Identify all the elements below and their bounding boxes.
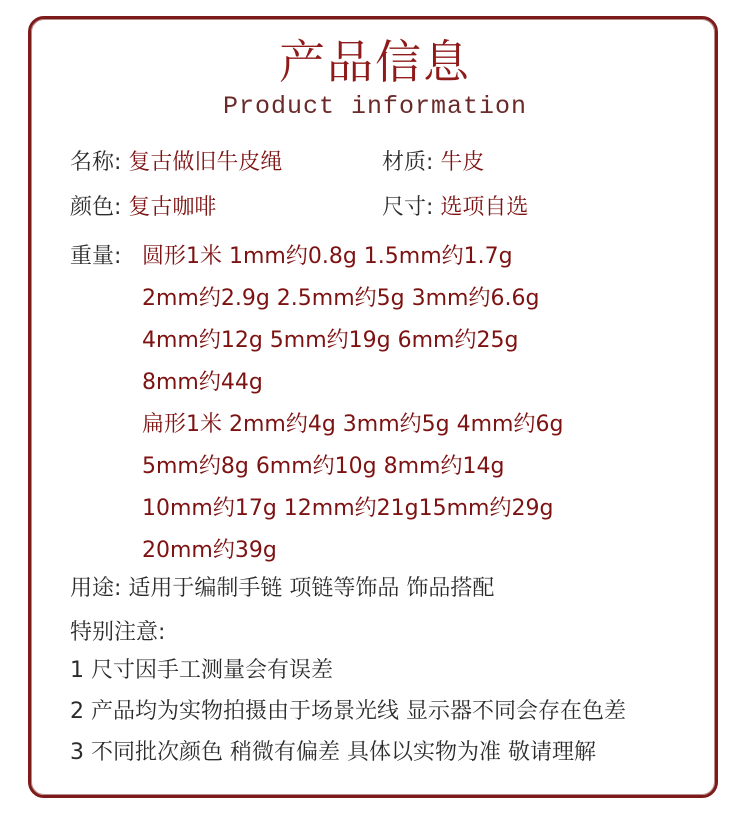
spec-weight-line: 5mm约8g 6mm约10g 8mm约14g bbox=[142, 454, 505, 479]
notes-heading: 特别注意: bbox=[70, 620, 166, 645]
page-title: 产品信息 bbox=[279, 35, 471, 89]
spec-weight-line: 8mm约44g bbox=[142, 370, 263, 395]
spec-color bbox=[70, 193, 216, 223]
spec-weight-line: 扁形1米 2mm约4g 3mm约5g 4mm约6g bbox=[142, 412, 564, 437]
spec-usage-label: 用途: bbox=[70, 576, 122, 601]
spec-material-label: 材质: bbox=[382, 150, 434, 175]
page-subtitle: Product information bbox=[222, 92, 528, 121]
spec-weight-line: 2mm约2.9g 2.5mm约5g 3mm约6.6g bbox=[142, 286, 540, 311]
spec-weight-line: 20mm约39g bbox=[142, 538, 277, 563]
spec-usage-value: 适用于编制手链 项链等饰品 饰品搭配 bbox=[128, 576, 495, 601]
spec-weight-line: 圆形1米 1mm约0.8g 1.5mm约1.7g bbox=[142, 244, 513, 269]
spec-size-value: 选项自选 bbox=[440, 195, 529, 220]
spec-material bbox=[382, 148, 484, 178]
spec-name-value: 复古做旧牛皮绳 bbox=[128, 150, 283, 175]
spec-name-label: 名称: bbox=[70, 150, 122, 175]
spec-weight-line: 10mm约17g 12mm约21g15mm约29g bbox=[142, 496, 554, 521]
spec-weight-line: 4mm约12g 5mm约19g 6mm约25g bbox=[142, 328, 519, 353]
note-item: 3 不同批次颜色 稍微有偏差 具体以实物为准 敬请理解 bbox=[70, 740, 596, 765]
spec-material-value: 牛皮 bbox=[440, 150, 485, 175]
spec-weight-label: 重量: bbox=[70, 244, 122, 269]
spec-color-label: 颜色: bbox=[70, 195, 122, 220]
spec-name bbox=[70, 148, 282, 178]
spec-color-value: 复古咖啡 bbox=[128, 195, 217, 220]
note-item: 2 产品均为实物拍摄由于场景光线 显示器不同会存在色差 bbox=[70, 699, 626, 724]
spec-size bbox=[382, 193, 528, 223]
spec-usage bbox=[70, 574, 494, 604]
spec-size-label: 尺寸: bbox=[382, 195, 434, 220]
note-item: 1 尺寸因手工测量会有误差 bbox=[70, 658, 333, 683]
